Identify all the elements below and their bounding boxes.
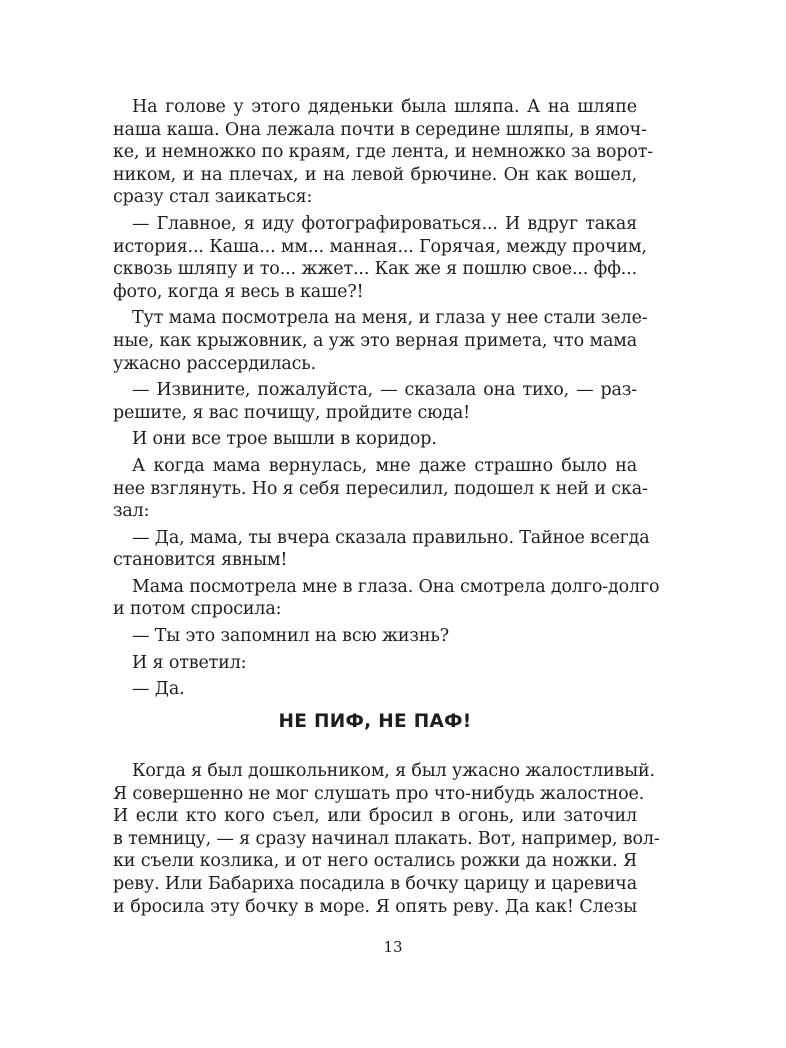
text-line: нее взглянуть. Но я себя пересилил, подошел к ней и ска- <box>113 478 648 499</box>
text-line: — Извините, пожалуйста, — сказала она тихо, — раз- <box>132 380 637 401</box>
text-line: ужасно рассердилась. <box>113 353 317 374</box>
paragraph <box>113 96 654 209</box>
text-line: И они все трое вышли в коридор. <box>132 429 437 450</box>
text-line: ником, и на плечах, и на левой брючине. Он как вошел, <box>113 164 637 185</box>
text-line: Я совершенно не мог слушать про что-нибудь жалостное. <box>113 783 645 804</box>
text-line: история... Каша... мм... манная... Горячая, между прочим, <box>113 236 647 257</box>
text-line: — Главное, я иду фотографироваться... И вдруг такая <box>132 213 637 234</box>
paragraph <box>113 652 637 675</box>
text-line: А когда мама вернулась, мне даже страшно было на <box>132 455 637 476</box>
text-line: — Да, мама, ты вчера сказала правильно. Тайное всегда <box>132 527 650 548</box>
text-line: — Да. <box>132 679 185 700</box>
text-line: Тут мама посмотрела на меня, и глаза у нее стали зеле- <box>132 308 648 329</box>
text-line: наша каша. Она лежала почти в середине шляпы, в ямоч- <box>113 119 647 140</box>
text-line: фото, когда я весь в каше?! <box>113 281 364 302</box>
text-line: сразу стал заикаться: <box>113 187 313 208</box>
paragraph <box>113 576 660 621</box>
text-line: На голове у этого дяденьки была шляпа. А на шляпе <box>132 97 637 117</box>
text-line: И если кто кого съел, или бросил в огонь, или заточил <box>113 806 637 827</box>
chapter-heading: НЕ ПИФ, НЕ ПАФ! <box>278 711 472 732</box>
text-line: сквозь шляпу и то... жжет... Как же я пошлю свое... фф... <box>113 259 637 280</box>
page-number: 13 <box>383 938 403 956</box>
paragraph <box>113 379 637 424</box>
story-text-top <box>113 96 660 705</box>
paragraph <box>113 307 648 375</box>
text-line: ке, и немножко по краям, где лента, и немножко за ворот- <box>113 142 654 163</box>
paragraph <box>113 760 660 918</box>
paragraph <box>113 455 648 523</box>
text-line: Когда я был дошкольником, я был ужасно жалостливый. <box>132 761 655 781</box>
text-line: в темницу, — я сразу начинал плакать. Вот, например, вол- <box>113 828 660 849</box>
text-line: Мама посмотрела мне в глаза. Она смотрела долго-долго <box>132 576 660 597</box>
story-text-bottom <box>113 760 660 922</box>
text-line: реву. Или Бабариха посадила в бочку царицу и царевича <box>113 873 637 894</box>
text-line: зал: <box>113 501 150 522</box>
text-line: становится явным! <box>113 550 288 571</box>
text-line: И я ответил: <box>132 652 247 673</box>
paragraph <box>113 428 637 451</box>
text-line: решите, я вас почищу, пройдите сюда! <box>113 402 471 423</box>
paragraph <box>113 625 637 648</box>
paragraph <box>113 678 637 701</box>
text-line: ные, как крыжовник, а уж это верная примета, что мама <box>113 330 637 351</box>
text-line: ки съели козлика, и от него остались рожки да ножки. Я <box>113 851 637 872</box>
text-line: и потом спросила: <box>113 599 282 620</box>
text-line: — Ты это запомнил на всю жизнь? <box>132 626 449 647</box>
paragraph <box>113 213 647 303</box>
text-line: и бросила эту бочку в море. Я опять реву. Да как! Слезы <box>113 896 637 917</box>
paragraph <box>113 527 650 572</box>
